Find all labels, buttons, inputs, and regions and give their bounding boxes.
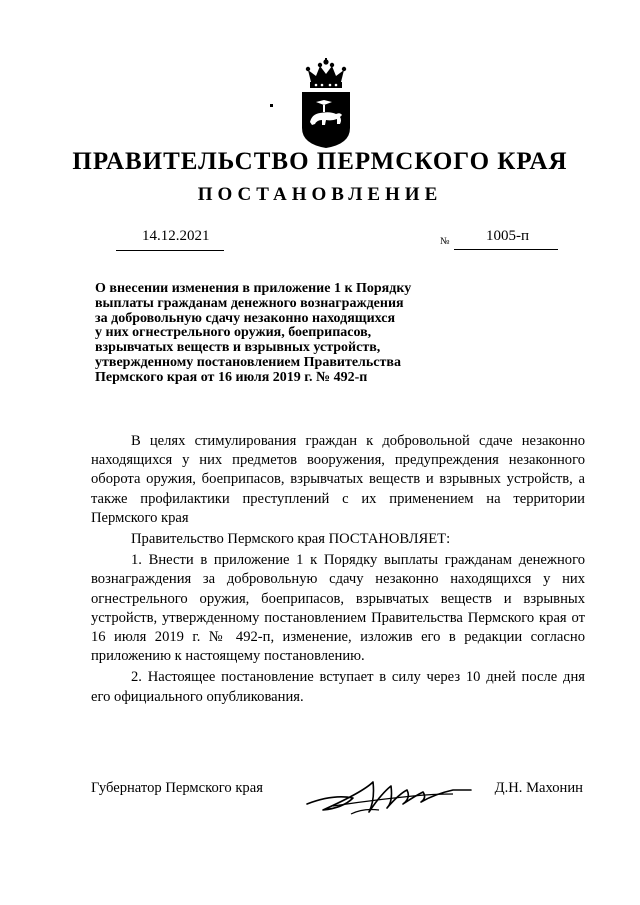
document-body <box>91 432 585 709</box>
document-date: 14.12.2021 <box>142 228 210 244</box>
signer-name: Д.Н. Махонин <box>494 780 583 796</box>
date-field <box>116 226 224 251</box>
body-paragraph: 1. Внести в приложение 1 к Порядку выплаты гражданам денежного вознаграждения за добровольную сдачу незаконно находящихся у них огнестрельного оружия, боеприпасов, взрывчатых веществ и взрывных устройств, утвержденному постановлением Правительства Пермского края от 16 июля 2019 г. № 492-п, изменение, изложив его в редакции согласно приложению к настоящему постановлению. <box>91 552 585 665</box>
subject-line: у них огнестрельного оружия, боеприпасов, <box>95 325 372 341</box>
subject-line: за добровольную сдачу незаконно находящихся <box>95 310 396 326</box>
subject-line: Пермского края от 16 июля 2019 г. № 492-п <box>95 369 368 385</box>
number-prefix: № <box>440 236 450 247</box>
subject-line: О внесении изменения в приложение 1 к Порядку <box>95 281 412 296</box>
number-underline <box>454 249 558 250</box>
document-type: ПОСТАНОВЛЕНИЕ <box>197 184 443 205</box>
body-paragraph: 2. Настоящее постановление вступает в силу через 10 дней после дня его официального опубликования. <box>91 669 585 705</box>
body-paragraph: В целях стимулирования граждан к добровольной сдаче незаконно находящихся у них предметов вооружения, предупреждения незаконного оборота оружия, боеприпасов, взрывчатых веществ и взрывных устройств, а также профилактики преступлений с их применением на территории Пермского края <box>91 433 585 526</box>
document-subject <box>95 282 465 386</box>
handwritten-signature-icon <box>303 764 473 824</box>
scan-mark <box>270 104 273 107</box>
subject-line: взрывчатых веществ и взрывных устройств, <box>95 340 381 356</box>
government-title: ПРАВИТЕЛЬСТВО ПЕРМСКОГО КРАЯ <box>72 148 568 175</box>
document-number: 1005-п <box>486 228 530 244</box>
coat-of-arms-icon <box>296 58 356 148</box>
number-field <box>440 226 558 250</box>
signature-block <box>91 778 585 838</box>
signer-position: Губернатор Пермского края <box>91 780 263 796</box>
subject-line: выплаты гражданам денежного вознаграждения <box>95 295 404 311</box>
subject-line: утвержденному постановлением Правительства <box>95 354 401 370</box>
body-paragraph: Правительство Пермского края ПОСТАНОВЛЯЕТ: <box>131 531 451 548</box>
